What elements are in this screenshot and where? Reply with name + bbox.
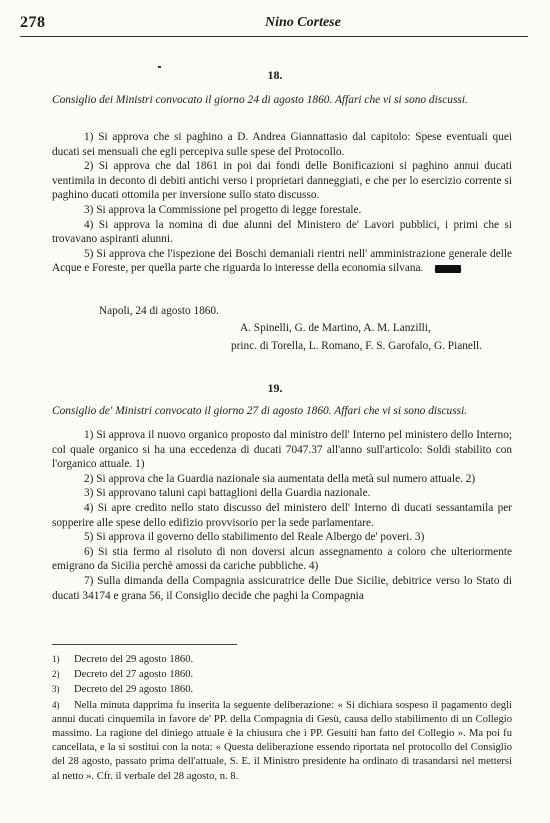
footnote-text: Decreto del 29 agosto 1860. bbox=[74, 654, 194, 665]
page-number: 278 bbox=[20, 14, 46, 31]
footnote-text: Nella minuta dapprima fu inserita la seguente deliberazione: « Si dichiara sospeso il pagamento degli annui ducati cinquemila in favore de' PP. della Compagnia di Gesù, causa dello stabilimento di un Collegio massimo. La ragione del diniego attuale è la chiusura che i PP. Gesuiti han fatto del Collegio ». Ma poi fu cancellata, e la si sostituì con la nota: « Questa deliberazione essendo riportata nel protocollo del Consiglio del 28 agosto, passato prima dell'attuale, S. E. il Ministro presidente ha ordinato di trasandarsi nel mettersi al netto ». Cfr. il verbale del 28 agosto, n. 8. bbox=[52, 699, 512, 782]
footnote-mark: 2) bbox=[52, 669, 60, 680]
signatures-line-1: A. Spinelli, G. de Martino, A. M. Lanzilli, bbox=[240, 322, 431, 334]
footnote-text: Decreto del 29 agosto 1860. bbox=[74, 684, 194, 696]
header-rule bbox=[20, 36, 528, 37]
section-18-title: Consiglio dei Ministri convocato il giorno 24 di agosto 1860. Affari che vi si sono discussi. bbox=[52, 94, 468, 106]
list-item: 4) Si approva la nomina di due alunni del Ministero de' Lavori pubblici, i primi che si trovavano aspiranti alunni. bbox=[52, 218, 512, 246]
ink-blot bbox=[435, 265, 461, 273]
footnote bbox=[52, 667, 512, 682]
footnote-mark: 1) bbox=[52, 654, 60, 664]
signatures-line-2: princ. di Torella, L. Romano, F. S. Garofalo, G. Pianell. bbox=[231, 340, 482, 352]
footnote bbox=[52, 652, 512, 667]
list-item: 4) Si apre credito nello stato discusso del ministero dell' Interno di ducati sessantamila per sopperire alle spese dello edifizio provvisorio per la sede parlamentare. bbox=[52, 501, 512, 529]
dateline: Napoli, 24 di agosto 1860. bbox=[99, 305, 219, 317]
list-item: 3) Si approva la Commissione pel progetto di legge forestale. bbox=[84, 203, 362, 216]
list-item bbox=[52, 247, 512, 276]
page-header bbox=[20, 14, 528, 34]
footnote-rule bbox=[52, 644, 237, 645]
list-item: 2) Si approva che dal 1861 in poi dai fondi delle Bonificazioni si paghino annui ducati ventimila in deconto di debiti antichi verso i proprietari danneggiati, e che per lo esercizio corrente si paghino ducati ottomila per inversione sullo stato discusso. bbox=[52, 160, 512, 202]
list-item: 7) Sulla dimanda della Compagnia assicuratrice delle Due Sicilie, debitrice verso lo Stato di ducati 34174 e grana 56, il Consiglio decide che paghi la Compagnia bbox=[52, 574, 512, 602]
section-19-number: 19. bbox=[267, 381, 283, 395]
list-item: 5) Si approva il governo dello stabilimento del Reale Albergo de' poveri. 3) bbox=[84, 531, 425, 544]
footnote bbox=[52, 682, 512, 697]
list-item: 3) Si approvano taluni capi battaglioni della Guardia nazionale. bbox=[84, 487, 371, 500]
running-head: Nino Cortese bbox=[265, 15, 341, 30]
list-item: 2) Si approva che la Guardia nazionale sia aumentata della metà sul numero attuale. 2) bbox=[84, 472, 476, 485]
list-item: 1) Si approva il nuovo organico proposto dal ministro dell' Interno pel ministero dello Interno; col quale organico si ha una eccedenza di ducati 7047.37 all'anno sull'articolo: Soldi stabilito con l'organico attuale. 1) bbox=[52, 429, 512, 471]
section-18-number: 18. bbox=[267, 68, 283, 82]
footnote-text: Decreto del 27 agosto 1860. bbox=[74, 669, 194, 681]
list-item: 1) Si approva che si paghino a D. Andrea Giannattasio dal capitolo: Spese eventuali quei ducati sei mensuali che egli percepiva sulle spese del Protocollo. bbox=[52, 131, 512, 158]
list-item: 6) Si stia fermo al risoluto di non doversi alcun assegnamento a coloro che ulteriormente emigrano da Sicilia perchè amossi da cariche pubbliche. 4) bbox=[52, 545, 512, 573]
section-18-items bbox=[52, 130, 512, 276]
item-text: 5) Si approva che l'ispezione dei Boschi demaniali rientri nell' amministrazione generale delle Acque e Foreste, per quella parte che riguarda lo interesse della economia silvana. bbox=[52, 247, 512, 275]
section-19-items bbox=[52, 428, 512, 603]
footnote-mark: 4) bbox=[52, 699, 60, 710]
section-19-title: Consiglio de' Ministri convocato il giorno 27 di agosto 1860. Affari che vi si sono discussi. bbox=[52, 405, 468, 417]
footnote-mark: 3) bbox=[52, 684, 60, 695]
footnote bbox=[52, 698, 512, 784]
footnotes bbox=[52, 652, 512, 784]
